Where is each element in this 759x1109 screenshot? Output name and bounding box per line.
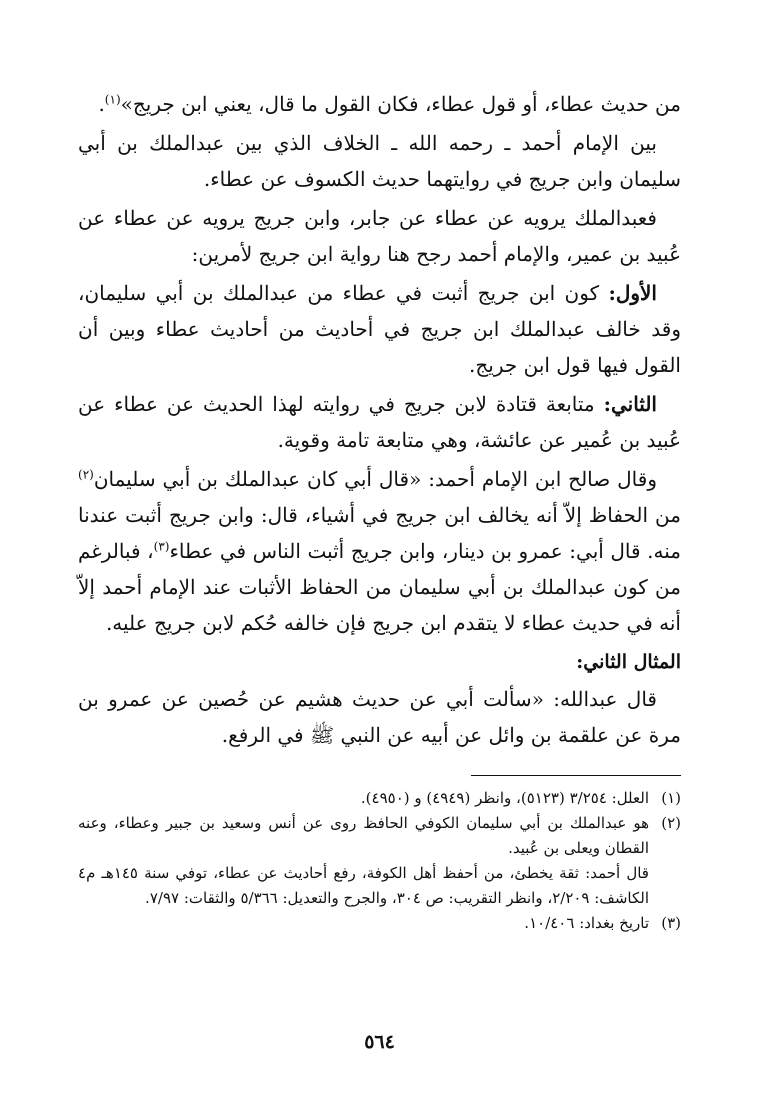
footnote-ref-2[interactable]: (٢) [78,467,94,482]
footnote-line: العلل: ٣/٢٥٤ (٥١٢٣)، وانظر (٤٩٤٩) و (٤٩٥٠). [360,789,649,807]
paragraph-1-end: . [98,92,105,116]
paragraph-7: قال عبدالله: «سألت أبي عن حديث هشيم عن حُصين عن عمرو بن مرة عن علقمة بن وائل عن أبيه عن النبي ﷺ في الرفع. [78,687,681,747]
paragraph-6 [78,461,681,641]
paragraph-1 [78,86,681,122]
footnote-body [78,811,649,911]
footnote-number: (١) [661,789,681,807]
paragraph-6-part-b: من الحفاظ إلاّ أنه يخالف ابن جريج في أشياء، قال: وابن جريج أثبت عندنا منه. قال أبي: عمرو بن دينار، وابن جريج أثبت الناس في عطاء [78,503,681,563]
paragraph-5-label: الثاني: [603,392,657,416]
paragraph-5 [78,386,681,458]
footnote-3 [78,911,681,936]
footnote-1 [78,786,681,811]
paragraph-5-text: متابعة قتادة لابن جريج في روايته لهذا الحديث عن عطاء عن عُبيد بن عُمير عن عائشة، وهي متابعة تامة وقوية. [78,392,681,452]
paragraph-1-text: من حديث عطاء، أو قول عطاء، فكان القول ما قال، يعني ابن جريج» [120,92,681,116]
footnote-number: (٣) [661,914,681,932]
paragraph-6-part-a: وقال صالح ابن الإمام أحمد: «قال أبي كان عبدالملك بن أبي سليمان [93,467,657,491]
paragraph-3: فعبدالملك يرويه عن عطاء عن جابر، وابن جريج يرويه عن عطاء عن عُبيد بن عمير، والإمام أحمد رجح هنا رواية ابن جريج لأمرين: [78,206,681,266]
footnote-ref-3[interactable]: (٣) [153,539,170,554]
footnote-body [78,786,649,811]
footnote-separator [471,775,681,776]
paragraph-4-text: كون ابن جريج أثبت في عطاء من عبدالملك بن أبي سليمان، وقد خالف عبدالملك ابن جريج في أحاديث من أحاديث عطاء وبين أن القول فيها قول ابن جريج. [78,281,681,377]
footnotes [78,786,681,936]
document-page [78,86,681,1069]
section-heading: المثال الثاني: [576,651,681,673]
footnote-line: هو عبدالملك بن أبي سليمان الكوفي الحافظ روى عن أنس وسعيد بن جبير وعطاء، وعنه القطان ويعلى بن عُبيد. [78,814,649,857]
footnote-body [78,911,649,936]
page-number: ٥٦٤ [364,1031,395,1053]
paragraph-6-part-c: ، فبالرغم من كون عبدالملك بن أبي سليمان من الحفاظ الأثبات عند الإمام أحمد إلاّ أنه في حديث عطاء لا يتقدم ابن جريج فإن خالفه حُكم لابن جريج عليه. [78,539,681,635]
footnote-ref-1[interactable]: (١) [104,92,121,107]
footnote-line: تاريخ بغداد: ١٠/٤٠٦. [524,914,649,932]
footnote-number: (٢) [661,814,681,832]
footnote-2 [78,811,681,911]
footnote-line: قال أحمد: ثقة يخطئ، من أحفظ أهل الكوفة، رفع أحاديث عن عطاء، توفي سنة ١٤٥هـ م٤ الكاشف: ٢/٢٠٩، وانظر التقريب: ص ٣٠٤، والجرح والتعديل: ٥/٣٦٦ والثقات: ٧/٩٧. [78,864,649,907]
paragraph-4 [78,275,681,383]
paragraph-4-label: الأول: [608,281,657,305]
paragraph-2: بين الإمام أحمد ـ رحمه الله ـ الخلاف الذي بين عبدالملك بن أبي سليمان وابن جريج في روايتهما حديث الكسوف عن عطاء. [78,131,681,191]
